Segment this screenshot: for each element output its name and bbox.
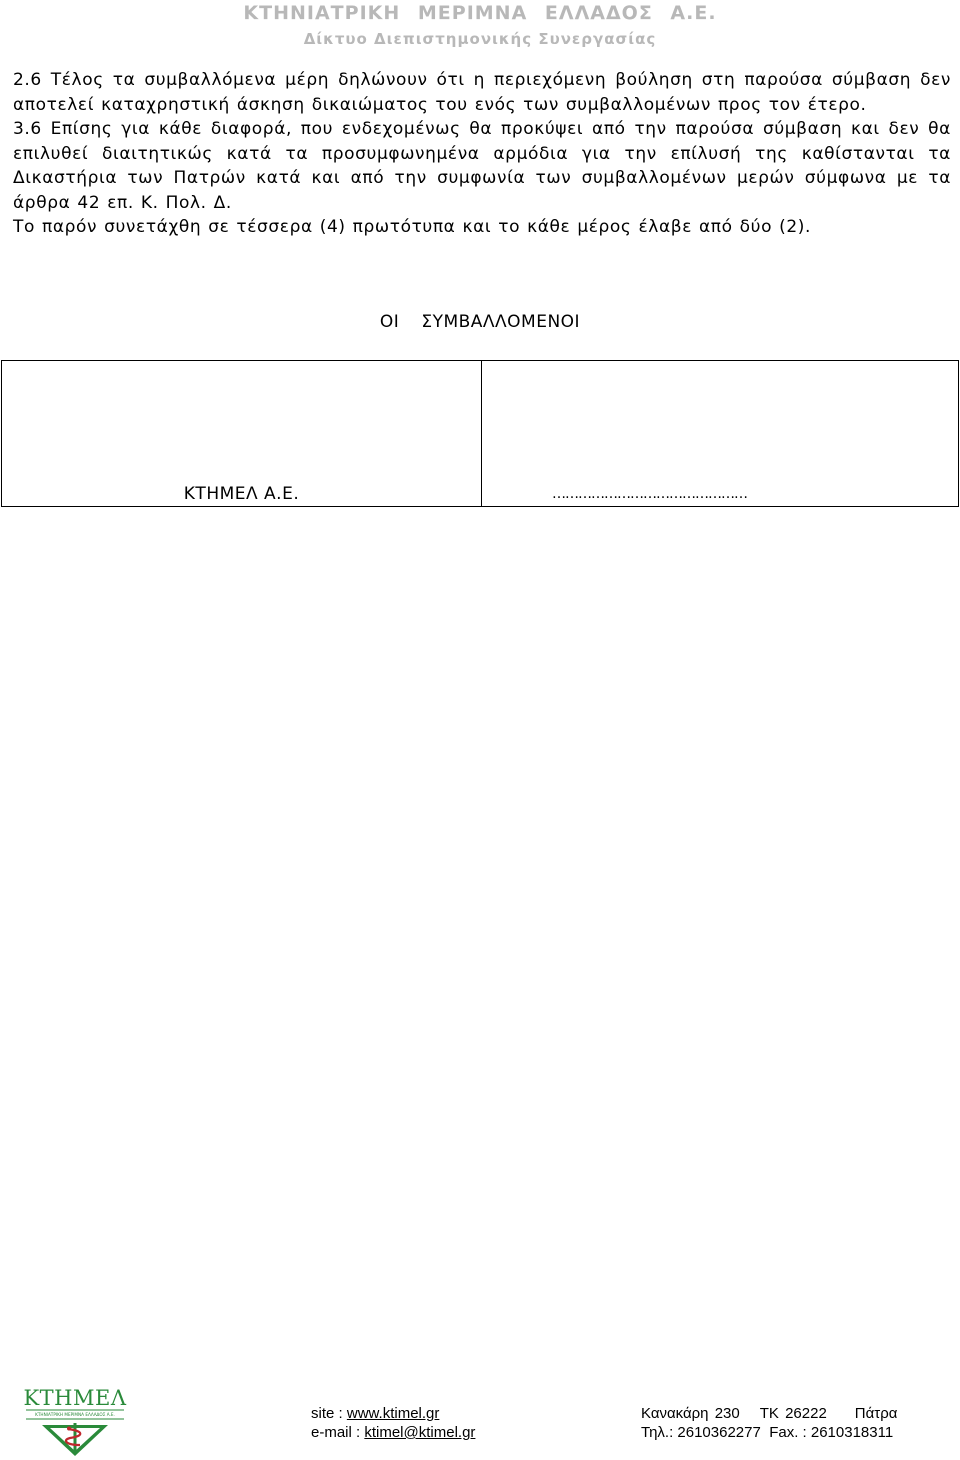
header-subtitle: Δίκτυο Διεπιστημονικής Συνεργασίας (303, 30, 657, 48)
parties-heading (0, 312, 960, 332)
footer-address-postcode: ΤΚ 26222 (759, 1405, 827, 1422)
ktimel-logo (22, 1383, 128, 1457)
footer-site (311, 1405, 439, 1422)
signature-label-ktimel: ΚΤΗΜΕΛ Α.Ε. (183, 484, 300, 504)
signature-cell-counterparty (482, 361, 958, 506)
footer-address (641, 1405, 897, 1422)
footer-email-label: e-mail : (311, 1424, 365, 1441)
caduceus-icon (42, 1423, 108, 1456)
signature-table (1, 360, 959, 507)
header-title: ΚΤΗΝΙΑΤΡΙΚΗ ΜΕΡΙΜΝΑ ΕΛΛΑΔΟΣ Α.Ε. (243, 2, 717, 24)
footer-site-label: site : (311, 1405, 347, 1422)
closing-statement: Το παρόν συνετάχθη σε τέσσερα (4) πρωτότυπα και το κάθε μέρος έλαβε από δύο (2). (13, 217, 811, 237)
logo-subtext: ΚΤΗΝΙΑΤΡΙΚΗ ΜΕΡΙΜΝΑ ΕΛΛΑΔΟΣ Α.Ε. (35, 1412, 115, 1417)
footer-email-link[interactable]: ktimel@ktimel.gr (364, 1424, 476, 1441)
footer-address-city: Πάτρα (854, 1405, 898, 1422)
signature-placeholder-dots: ……………………………………… (552, 486, 747, 502)
footer-address-street: Κανακάρη 230 (641, 1405, 740, 1422)
footer-phone: Τηλ.: 2610362277 (641, 1424, 761, 1441)
paragraph-2-6: 2.6 Τέλος τα συμβαλλόμενα μέρη δηλώνουν ότι η περιεχόμενη βούληση στη παρούσα σύμβαση δεν αποτελεί καταχρηστική άσκηση δικαιώματος του ενός των συμβαλλομένων προς τον έτερο. (13, 70, 951, 115)
footer-site-link[interactable]: www.ktimel.gr (346, 1405, 440, 1422)
logo-text: ΚΤΗΜΕΛ (23, 1386, 127, 1410)
footer-email (311, 1424, 475, 1441)
footer-phone-fax (641, 1424, 893, 1441)
footer-fax: Fax. : 2610318311 (769, 1424, 894, 1441)
parties-heading-word1: ΟΙ (379, 312, 400, 332)
signature-cell-ktimel (2, 361, 482, 506)
paragraph-3-6: 3.6 Επίσης για κάθε διαφορά, που ενδεχομένως θα προκύψει από την παρούσα σύμβαση και δεν θα επιλυθεί διαιτητικώς κατά τα προσυμφωνημένα αρμόδια για την επίλυσή της καθίστανται τα Δικαστήρια των Πατρών κατά και από την συμφωνία των συμβαλλομένων μερών σύμφωνα με τα άρθρα 42 επ. Κ. Πολ. Δ. (13, 119, 951, 213)
document-body (13, 68, 951, 240)
parties-heading-word2: ΣΥΜΒΑΛΛΟΜΕΝΟΙ (421, 312, 581, 332)
